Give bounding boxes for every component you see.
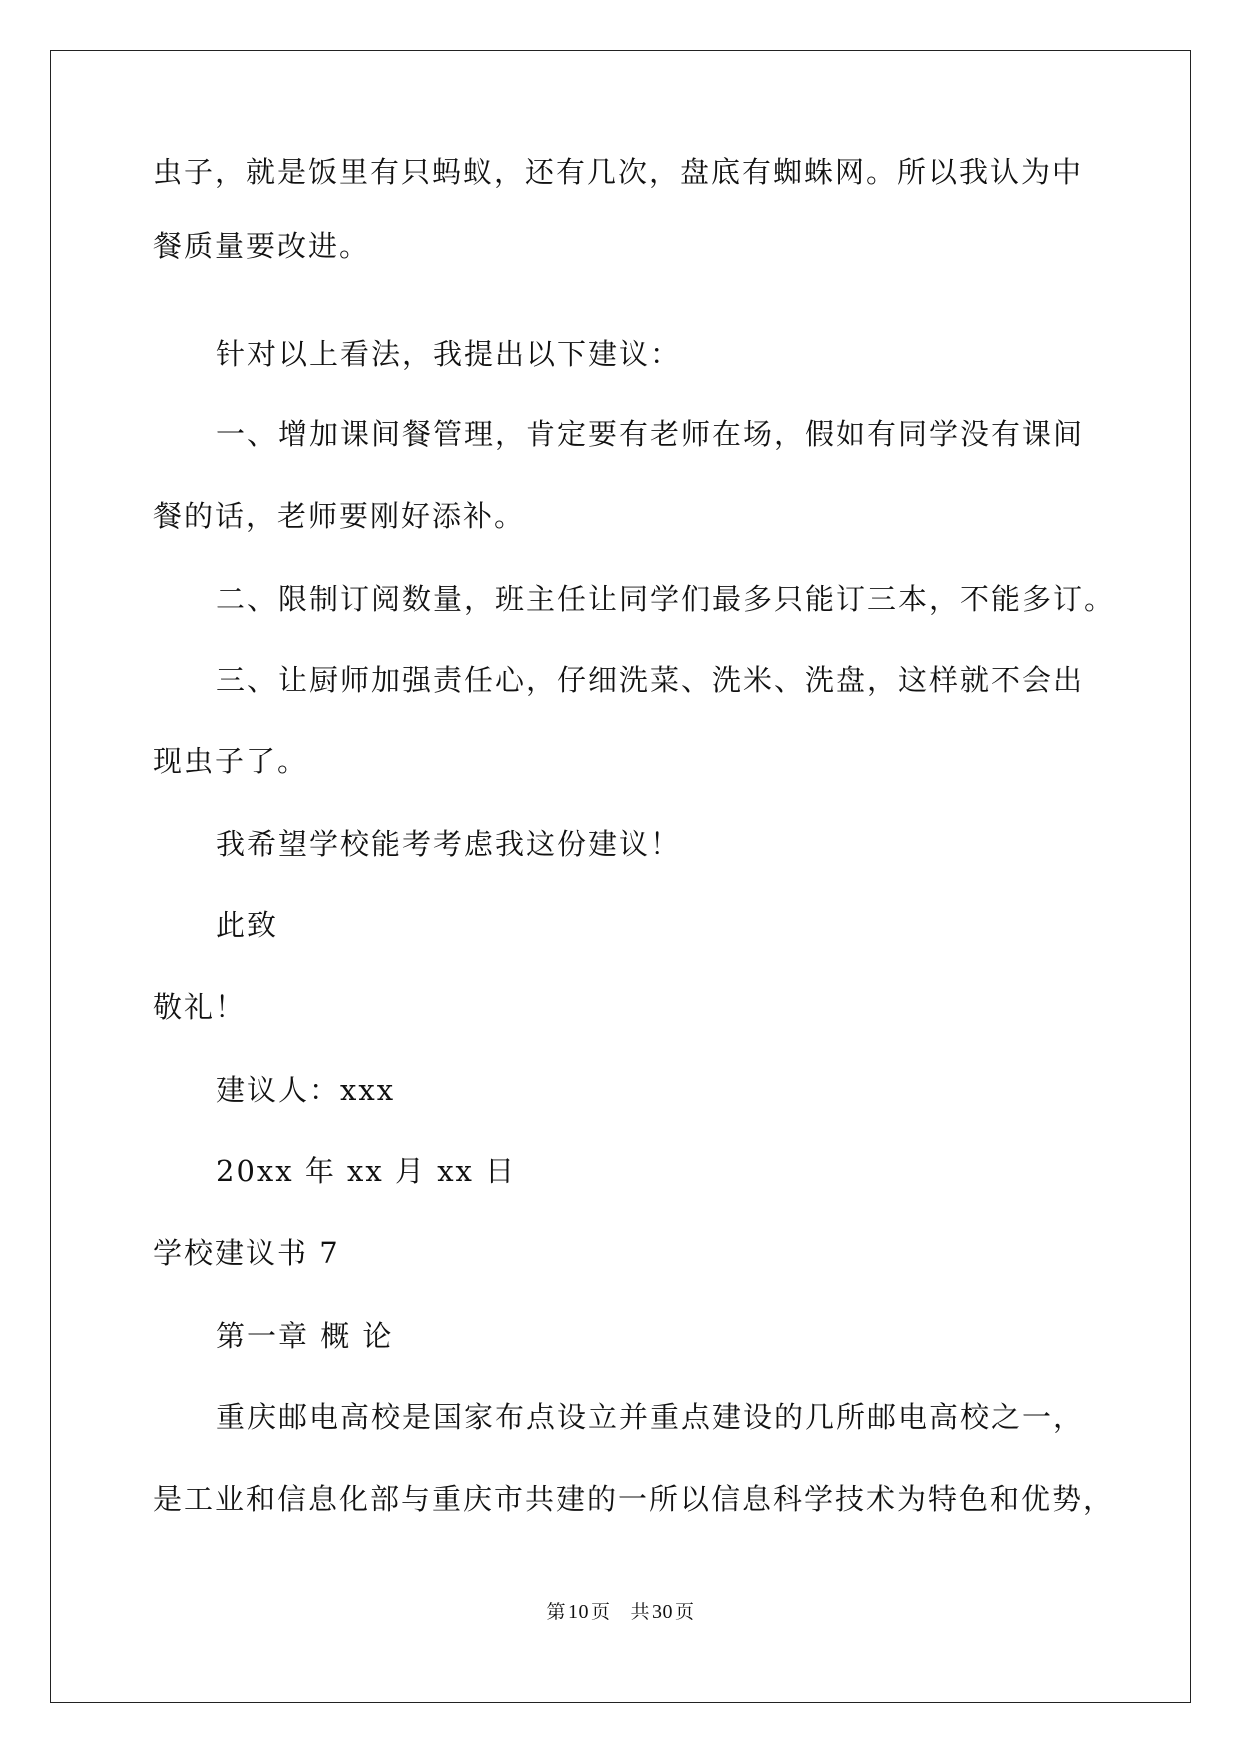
text-line: 建议人：xxx xyxy=(216,1073,396,1107)
text-line: 二、限制订阅数量，班主任让同学们最多只能订三本，不能多订。 xyxy=(216,582,1116,616)
text-line: 现虫子了。 xyxy=(153,744,309,778)
text-line: 三、让厨师加强责任心，仔细洗菜、洗米、洗盘，这样就不会出 xyxy=(216,663,1085,697)
text-line: 20xx 年 xx 月 xx 日 xyxy=(216,1154,517,1188)
footer-total-prefix: 共 xyxy=(630,1601,651,1623)
text-line: 餐的话，老师要刚好添补。 xyxy=(153,499,526,533)
chapter-heading: 第一章 概 论 xyxy=(216,1319,394,1353)
text-line: 餐质量要改进。 xyxy=(153,229,371,263)
footer-page-prefix: 第 xyxy=(546,1601,566,1623)
page-frame xyxy=(50,50,1191,1703)
text-line: 一、增加课间餐管理，肯定要有老师在场，假如有同学没有课间 xyxy=(216,417,1085,451)
text-line: 针对以上看法，我提出以下建议： xyxy=(216,337,682,371)
text-line: 虫子，就是饭里有只蚂蚁，还有几次，盘底有蜘蛛网。所以我认为中 xyxy=(153,155,1084,189)
section-title: 学校建议书 7 xyxy=(153,1236,340,1270)
text-line: 重庆邮电高校是国家布点设立并重点建设的几所邮电高校之一， xyxy=(216,1400,1085,1434)
page-footer xyxy=(0,1600,1241,1624)
total-pages-number: 30 xyxy=(652,1601,674,1623)
text-line: 此致 xyxy=(216,908,279,942)
text-line: 敬礼！ xyxy=(153,990,247,1024)
current-page-number: 10 xyxy=(567,1601,589,1623)
footer-page-word: 页 xyxy=(590,1601,611,1623)
text-line: 我希望学校能考考虑我这份建议！ xyxy=(216,827,682,861)
footer-total-suffix: 页 xyxy=(675,1601,695,1623)
text-line: 是工业和信息化部与重庆市共建的一所以信息科学技术为特色和优势， xyxy=(153,1482,1115,1516)
